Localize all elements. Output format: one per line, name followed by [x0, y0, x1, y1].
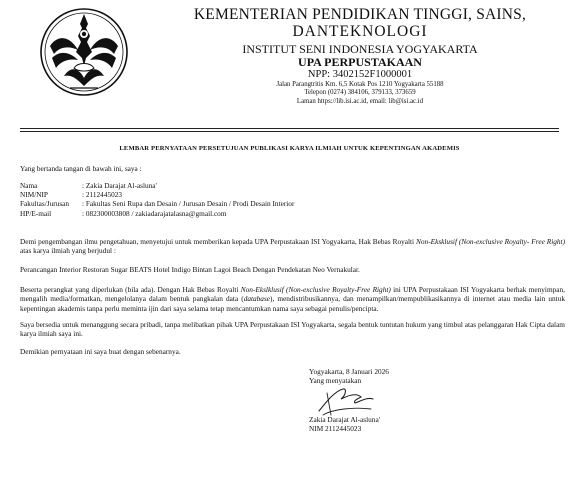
paragraph-text: ), mendistribusikannya, dan menampilkan/mempublikasikannya di internet atau media lain untuk kepentingan akademis tanpa perlu meminta ijin dari saya selama tetap mencantumkan nama saya sebagai penulis/pencipta. [20, 294, 565, 313]
address: Jalan Parangtritis Km. 6,5 Kotak Pos 1210 Yogyakarta 55188 [276, 81, 444, 88]
paragraph-italic: database [243, 294, 271, 304]
field-value: : Fakultas Seni Rupa dan Desain / Jurusan Desain / Prodi Desain Interior [82, 199, 295, 209]
isi-yogyakarta-logo [40, 6, 128, 98]
phone: Telepon (0274) 384106, 379133, 373659 [304, 89, 416, 97]
paragraph-rights [20, 285, 565, 313]
field-row [20, 199, 294, 208]
npp-number: NPP: 3402152F1000001 [307, 69, 413, 80]
field-row [20, 209, 294, 218]
paragraph-italic: Non-Ekslklusif (Non-exclusive Royalty-Free Right) [240, 285, 391, 294]
field-value: : 2112445023 [82, 190, 123, 200]
field-value: : 082300003808 / zakiadarajatalasna@gmail.com [82, 208, 227, 218]
paragraph-italic: Non-Eksklusif (Non-exclusive Royalty- Free Right) [416, 237, 566, 246]
identity-fields [20, 181, 294, 218]
field-row [20, 190, 294, 199]
signature-area [309, 385, 389, 415]
document-title: LEMBAR PERNYATAAN PERSETUJUAN PUBLIKASI KARYA ILMIAH UNTUK KEPENTINGAN AKADEMIS [119, 145, 460, 152]
ministry-name-line2: DANTEKNOLOGI [292, 23, 428, 40]
paragraph-text: Demi pengembangan ilmu pengetahuan, menyetujui untuk memberikan kepada UPA Perpustakaan ISI Yogyakarta, Hak Bebas Royalti [20, 237, 417, 246]
letterhead [150, 6, 570, 106]
paragraph-liability: Saya bersedia untuk menanggung secara pribadi, tanpa melibatkan pihak UPA Perpustakaan ISI Yogyakarta, segala bentuk tuntutan hukum yang timbul atas pelanggaran Hak Cipta dalam karya ilmiah saya ini. [20, 320, 565, 339]
signer-nim: NIM 2112445023 [309, 424, 362, 433]
field-label: NIM/NIP [20, 190, 48, 200]
signer-role: Yang menyatakan [309, 376, 362, 385]
paragraph-text: Beserta perangkat yang diperlukan (bila ada). Dengan Hak Bebas Royalti [20, 285, 241, 294]
institution-name: INSTITUT SENI INDONESIA YOGYAKARTA [242, 42, 478, 56]
signature-block [309, 367, 389, 433]
paragraph-text: atas karya ilmiah yang berjudul : [20, 246, 116, 256]
field-label: Nama [20, 181, 38, 190]
paragraph-text: ini UPA Perpustakaan ISI Yogyakarta berhak menyimpan, mengalih media/formatkan, mengelolanya dalam bentuk pangkalan data ( [20, 285, 565, 304]
field-label: HP/E-mail [20, 208, 52, 218]
unit-name: UPA PERPUSTAKAAN [298, 55, 422, 69]
letterhead-divider [20, 128, 559, 129]
field-label: Fakultas/Jurusan [20, 199, 70, 209]
paragraph-license-grant [20, 237, 565, 256]
letterhead-divider-thin [20, 131, 559, 132]
ministry-name-line1: KEMENTERIAN PENDIDIKAN TINGGI, SAINS, [193, 6, 527, 23]
intro-text: Yang bertanda tangan di bawah ini, saya : [20, 164, 142, 173]
paragraph-closing: Demikian pernyataan ini saya buat dengan sebenarnya. [20, 347, 181, 356]
handwritten-signature [313, 381, 377, 419]
field-row [20, 181, 294, 190]
place-date: Yogyakarta, 8 Januari 2026 [309, 367, 389, 376]
field-value: : Zakia Darajat Al-asluna' [82, 181, 157, 190]
work-title: Perancangan Interior Restoran Sugar BEATS Hotel Indigo Bintan Lagoi Beach Dengan Pendekatan Neo Vernakular. [20, 265, 360, 274]
website-email: Laman https://lib.isi.ac.id, email: lib@isi.ac.id [296, 97, 424, 105]
signer-name: Zakia Darajat Al-asluna' [309, 415, 381, 424]
